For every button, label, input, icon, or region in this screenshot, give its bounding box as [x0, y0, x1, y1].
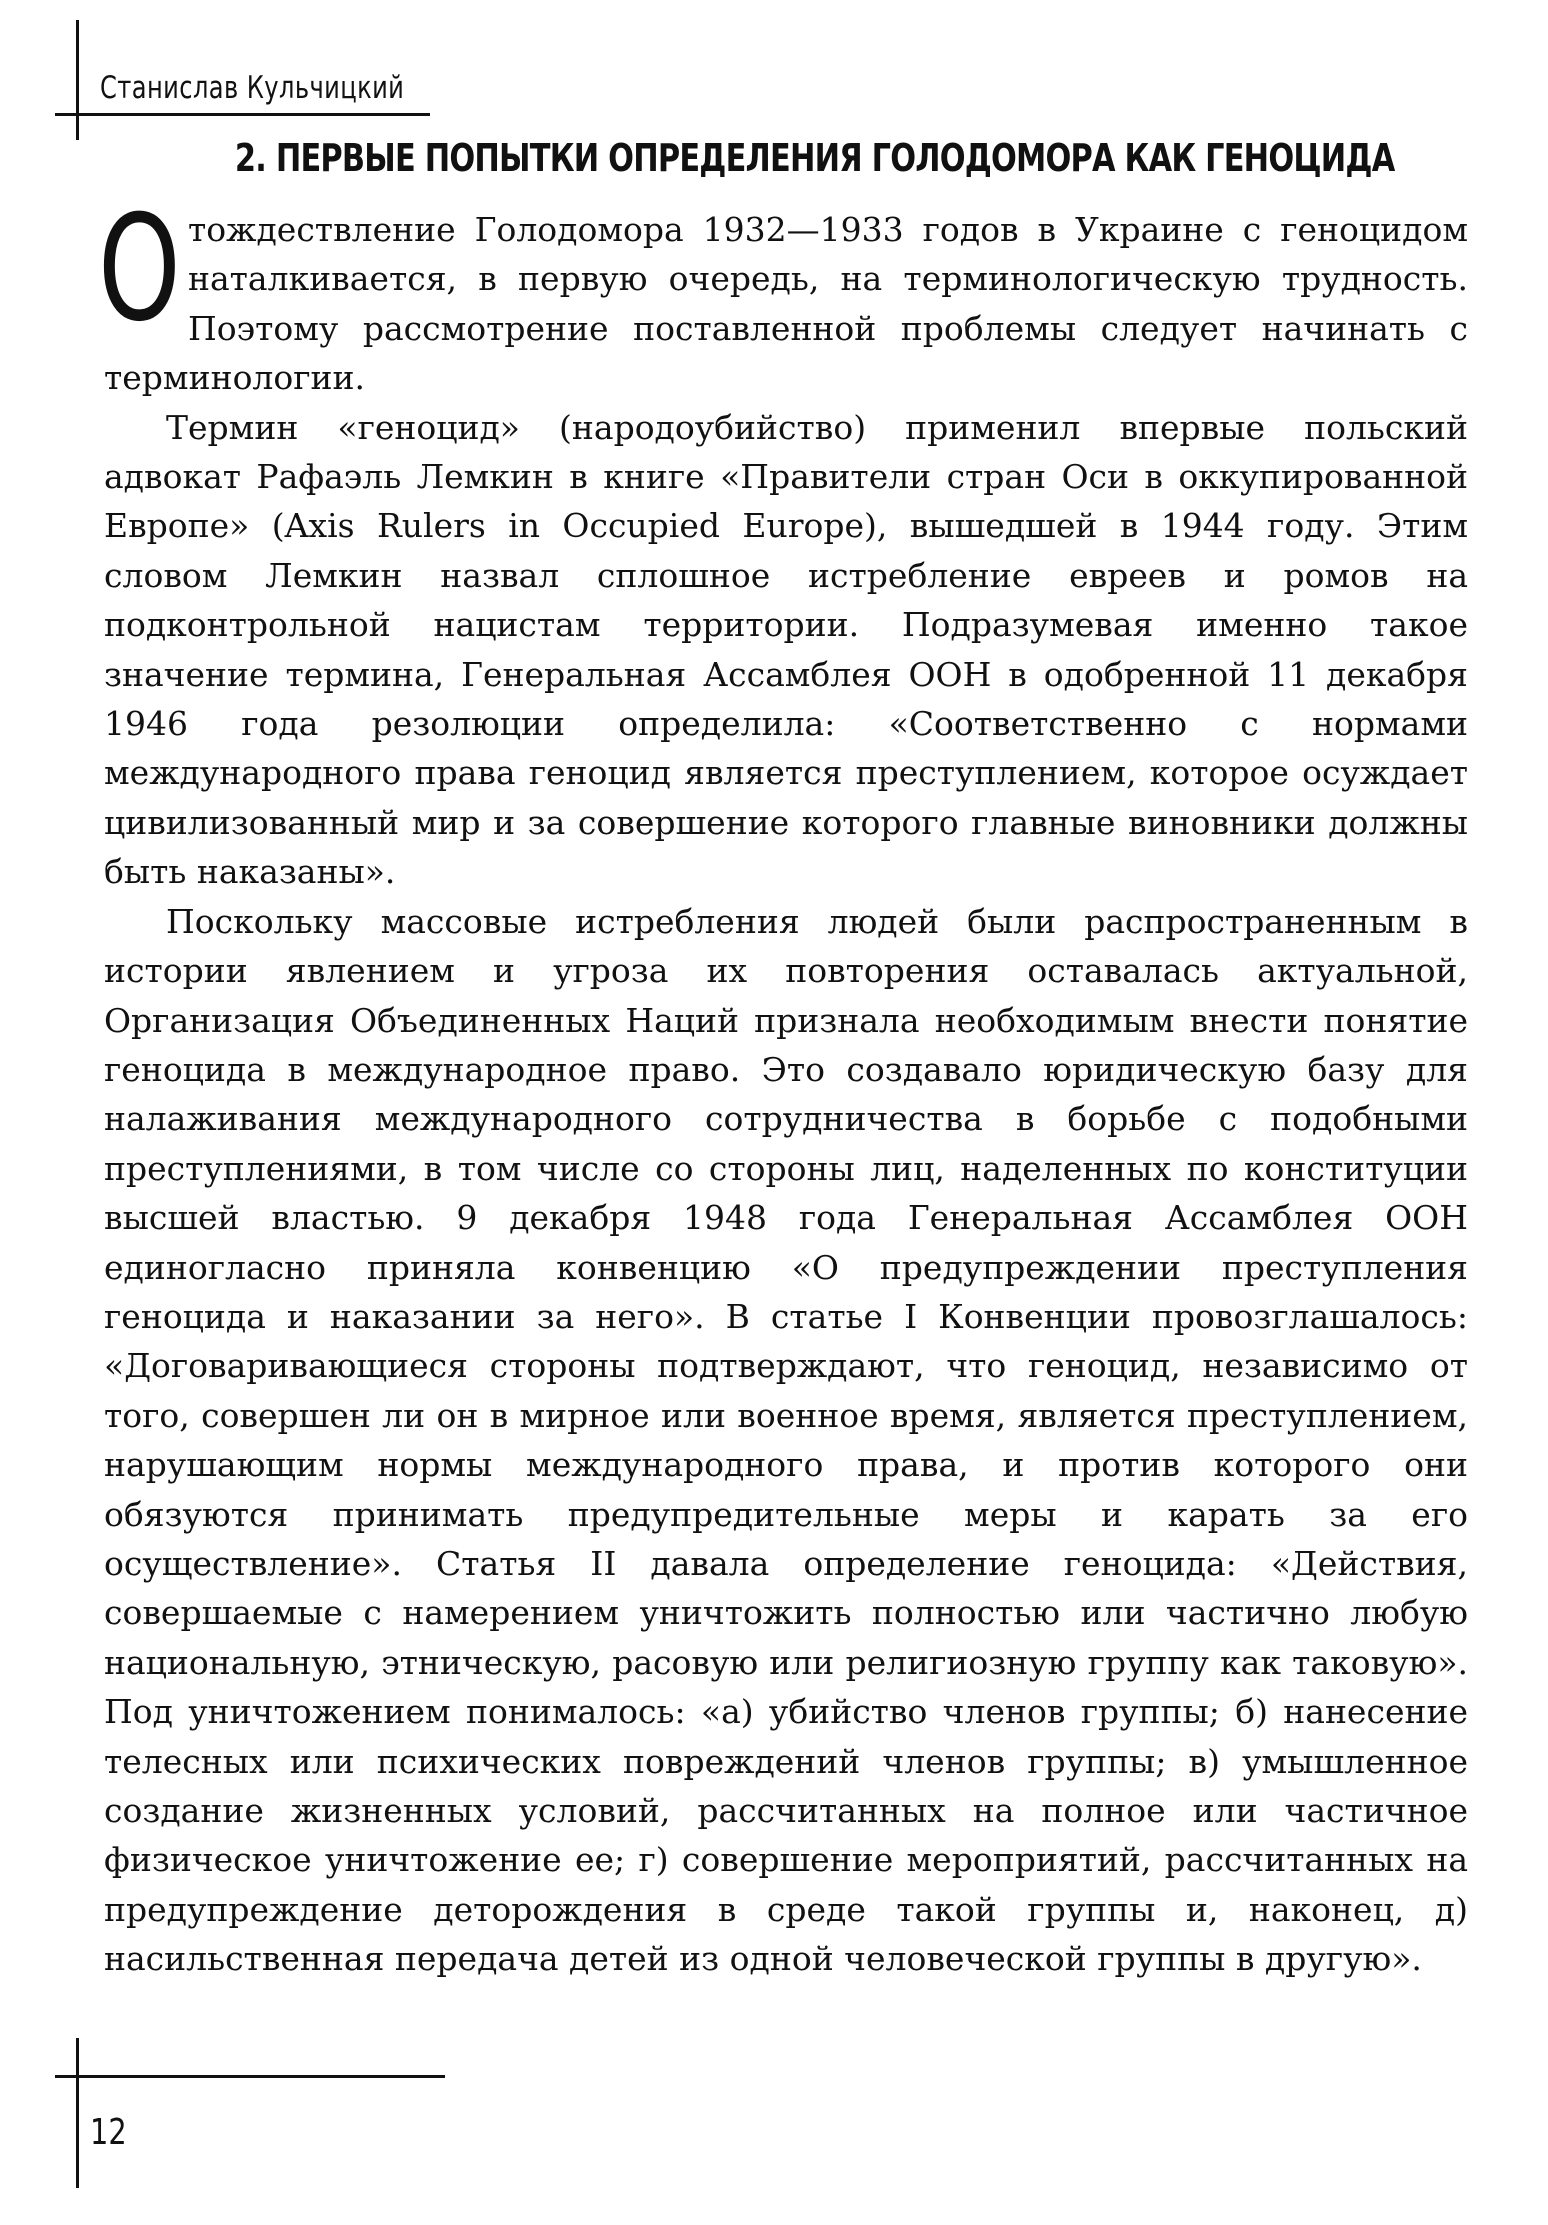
running-head: Станислав Кульчицкий — [100, 70, 405, 106]
header-rule — [55, 113, 430, 116]
margin-rule-bottom — [76, 2038, 79, 2188]
paragraph-1-text: тождествление Голодомора 1932—1933 годов в Украине с геноцидом наталкивается, в первую очередь, на терминологическую трудность. Поэтому рассмотрение поставленной проблемы следует начинать с терминологии. — [104, 210, 1468, 398]
page-number: 12 — [90, 2112, 127, 2153]
body-text — [98, 184, 1468, 1984]
paragraph-3: Поскольку массовые истребления людей были распространенным в истории явлением и угроза их повторения оставалась актуальной, Организация Объединенных Наций признала необходимым внести понятие геноцида в международное право. Это создавало юридическую базу для налаживания международного сотрудничества в борьбе с подобными преступлениями, в том числе со стороны лиц, наделенных по конституции высшей властью. 9 декабря 1948 года Генеральная Ассамблея ООН единогласно приняла конвенцию «О предупреждении преступления геноцида и наказании за него». В статье I Конвенции провозглашалось: «Договаривающиеся стороны подтверждают, что геноцид, независимо от того, совершен ли он в мирное или военное время, является преступлением, нарушающим нормы международного права, и против которого они обязуются принимать предупредительные меры и карать за его осуществление». Статья II давала определение геноцида: «Действия, совершаемые с намерением уничтожить полностью или частично любую национальную, этническую, расовую или религиозную группу как таковую». Под уничтожением понималось: «а) убийство членов группы; б) нанесение телесных или психических повреждений членов группы; в) умышленное создание жизненных условий, рассчитанных на полное или частичное физическое уничтожение ее; г) совершение мероприятий, рассчитанных на предупреждение деторождения в среде такой группы и, наконец, д) насильственная передача детей из одной человеческой группы в другую». — [104, 901, 1468, 1979]
section-title — [90, 136, 1470, 180]
drop-cap: О — [98, 184, 181, 354]
section-title-text: 2. ПЕРВЫЕ ПОПЫТКИ ОПРЕДЕЛЕНИЯ ГОЛОДОМОРА КАК ГЕНОЦИДА — [234, 136, 1395, 180]
margin-rule-top — [76, 20, 79, 140]
paragraph-1 — [98, 184, 1468, 403]
paragraph-2: Термин «геноцид» (народоубийство) применил впервые польский адвокат Рафаэль Лемкин в книге «Правители стран Оси в оккупированной Европе» (Axis Rulers in Occupied Europe), вышедшей в 1944 году. Этим словом Лемкин назвал сплошное истребление евреев и ромов на подконтрольной нацистам территории. Подразумевая именно такое значение термина, Генеральная Ассамблея ООН в одобренной 11 декабря 1946 года резолюции определила: «Соответственно с нормами международного права геноцид является преступлением, которое осуждает цивилизованный мир и за совершение которого главные виновники должны быть наказаны». — [104, 407, 1468, 892]
footer-rule — [55, 2075, 445, 2078]
